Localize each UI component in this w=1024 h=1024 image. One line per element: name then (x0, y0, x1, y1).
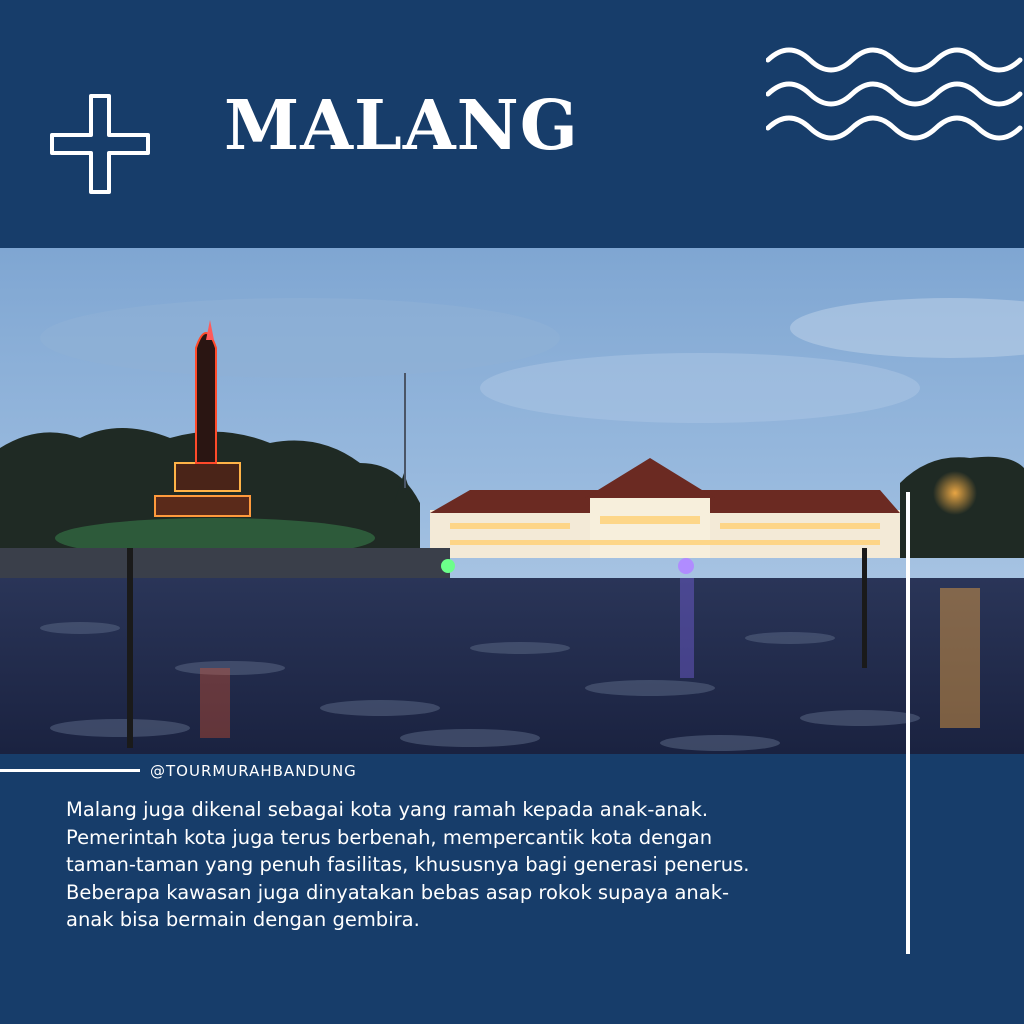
plus-icon (48, 92, 152, 196)
city-photo (0, 248, 1024, 754)
account-handle: @TOURMURAHBANDUNG (150, 762, 357, 780)
page-title: MALANG (224, 86, 579, 166)
description-text: Malang juga dikenal sebagai kota yang ramah kepada anak-anak. Pemerintah kota juga terus berbenah, mempercantik kota dengan taman-taman yang penuh fasilitas, khususnya bagi generasi penerus. Beberapa kawasan juga dinyatakan bebas asap rokok supaya anak- anak bisa bermain dengan gembira. (66, 798, 750, 931)
divider-line (0, 769, 140, 772)
waves-icon (766, 34, 1024, 144)
vertical-divider (906, 492, 910, 954)
